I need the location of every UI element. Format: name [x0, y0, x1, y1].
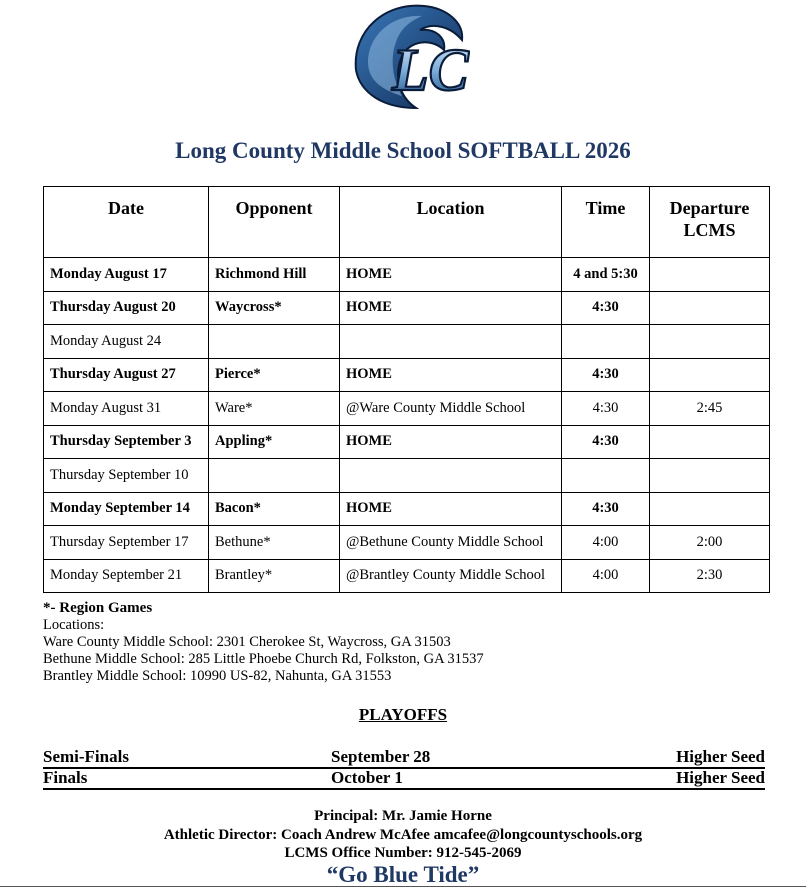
playoffs-heading: PLAYOFFS — [358, 705, 448, 724]
cell-departure — [650, 325, 770, 359]
principal-line: Principal: Mr. Jamie Horne — [314, 808, 492, 824]
header-opponent: Opponent — [209, 187, 340, 258]
cell-departure: 2:00 — [650, 526, 770, 560]
cell-date: Monday August 17 — [44, 258, 209, 292]
cell-time: 4:00 — [562, 526, 650, 560]
location-address: Bethune Middle School: 285 Little Phoebe Church Rd, Folkston, GA 31537 — [43, 651, 484, 667]
table-row — [44, 258, 770, 292]
location-address: Brantley Middle School: 10990 US-82, Nahunta, GA 31553 — [43, 668, 392, 684]
cell-location: @Ware County Middle School — [340, 392, 562, 426]
contact-footer — [0, 807, 806, 863]
cell-time: 4:30 — [562, 291, 650, 325]
cell-date: Thursday August 27 — [44, 358, 209, 392]
header-date: Date — [44, 187, 209, 258]
cell-date: Monday September 14 — [44, 492, 209, 526]
table-header-row — [44, 187, 770, 258]
page-title: Long County Middle School SOFTBALL 2026 — [175, 138, 631, 163]
cell-time: 4:30 — [562, 492, 650, 526]
cell-date: Thursday September 3 — [44, 425, 209, 459]
cell-departure — [650, 425, 770, 459]
table-row — [44, 325, 770, 359]
location-address: Ware County Middle School: 2301 Cherokee St, Waycross, GA 31503 — [43, 634, 451, 650]
cell-opponent: Bethune* — [209, 526, 340, 560]
playoff-round: Finals — [43, 768, 88, 787]
cell-location: HOME — [340, 258, 562, 292]
cell-location: @Brantley County Middle School — [340, 559, 562, 593]
region-games-note: *- Region Games — [43, 600, 153, 616]
cell-opponent: Richmond Hill — [209, 258, 340, 292]
playoff-row-finals — [43, 768, 765, 790]
header-location: Location — [340, 187, 562, 258]
cell-departure — [650, 358, 770, 392]
cell-opponent — [209, 459, 340, 493]
header-time: Time — [562, 187, 650, 258]
cell-opponent: Brantley* — [209, 559, 340, 593]
cell-date: Thursday September 17 — [44, 526, 209, 560]
cell-opponent: Ware* — [209, 392, 340, 426]
cell-date: Thursday September 10 — [44, 459, 209, 493]
cell-time: 4 and 5:30 — [562, 258, 650, 292]
table-row — [44, 392, 770, 426]
athletic-director-line: Athletic Director: Coach Andrew McAfee amcafee@longcountyschools.org — [163, 826, 643, 843]
playoff-seed: Higher Seed — [676, 747, 765, 766]
cell-location — [340, 459, 562, 493]
cell-date: Monday September 21 — [44, 559, 209, 593]
playoff-date: September 28 — [331, 747, 431, 766]
schedule-table — [43, 186, 770, 593]
cell-time: 4:30 — [562, 392, 650, 426]
table-row — [44, 459, 770, 493]
playoff-row-semifinals — [43, 747, 765, 769]
tagline: “Go Blue Tide” — [326, 862, 480, 887]
divider — [0, 886, 806, 887]
cell-date: Thursday August 20 — [44, 291, 209, 325]
cell-opponent — [209, 325, 340, 359]
locations-label: Locations: — [43, 617, 105, 633]
table-row — [44, 526, 770, 560]
cell-opponent: Waycross* — [209, 291, 340, 325]
cell-opponent: Bacon* — [209, 492, 340, 526]
cell-time: 4:30 — [562, 358, 650, 392]
table-row — [44, 358, 770, 392]
cell-departure — [650, 291, 770, 325]
cell-location: @Bethune County Middle School — [340, 526, 562, 560]
cell-time: 4:00 — [562, 559, 650, 593]
cell-date: Monday August 24 — [44, 325, 209, 359]
playoff-round: Semi-Finals — [43, 747, 129, 766]
cell-departure — [650, 258, 770, 292]
cell-location: HOME — [340, 291, 562, 325]
cell-location — [340, 325, 562, 359]
cell-location: HOME — [340, 425, 562, 459]
header-departure: Departure LCMS — [650, 187, 770, 258]
table-row — [44, 559, 770, 593]
cell-departure: 2:45 — [650, 392, 770, 426]
office-number-line: LCMS Office Number: 912-545-2069 — [284, 845, 522, 861]
cell-time — [562, 459, 650, 493]
cell-opponent: Pierce* — [209, 358, 340, 392]
cell-location: HOME — [340, 492, 562, 526]
cell-departure: 2:30 — [650, 559, 770, 593]
cell-time — [562, 325, 650, 359]
logo-lettering: LC — [392, 37, 469, 103]
cell-location: HOME — [340, 358, 562, 392]
table-row — [44, 492, 770, 526]
school-logo-wave-icon — [346, 0, 470, 114]
playoff-date: October 1 — [331, 768, 403, 787]
cell-time: 4:30 — [562, 425, 650, 459]
playoff-seed: Higher Seed — [676, 768, 765, 787]
table-row — [44, 291, 770, 325]
cell-opponent: Appling* — [209, 425, 340, 459]
cell-departure — [650, 492, 770, 526]
cell-departure — [650, 459, 770, 493]
cell-date: Monday August 31 — [44, 392, 209, 426]
notes-section — [43, 600, 484, 685]
table-row — [44, 425, 770, 459]
